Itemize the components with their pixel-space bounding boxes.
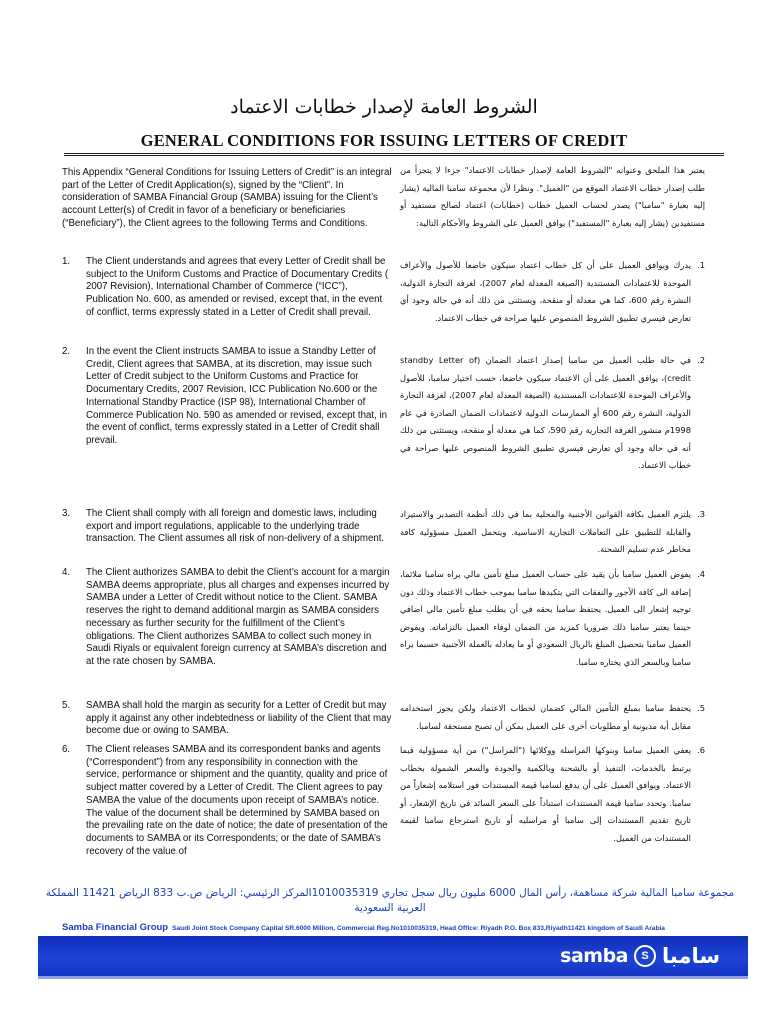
- english-clause-6: [62, 744, 392, 858]
- footer-arabic-company-info: مجموعة سامبا المالية شركة مساهمة، رأس المال 6000 مليون ريال سجل تجاري 1010035319المركز الرئيسي: الرياض ص.ب 833 الرياض 11421 المملكة العربية السعودية: [45, 887, 735, 914]
- clause-number: 3.: [697, 509, 705, 519]
- english-clause-1: [62, 256, 392, 320]
- arabic-intro: [400, 162, 705, 232]
- clause-text: يلتزم العميل بكافة القوانين الأجنبية والمحلية بما في ذلك أنظمة التصدير والاستيراد والقابلة للتطبيق على التعاملات التجارية الاساسية. ويتحمل العميل مسؤولية كافة مخاطر عدم تسليم الشحنة.: [400, 509, 691, 554]
- samba-logo: [560, 942, 720, 970]
- arabic-clause-3: [400, 506, 705, 559]
- title-underline: [64, 153, 724, 154]
- title-underline-second: [64, 155, 724, 156]
- english-clause-3: [62, 508, 392, 546]
- clause-number: 5.: [697, 703, 705, 713]
- english-intro: [62, 167, 392, 231]
- english-title: GENERAL CONDITIONS FOR ISSUING LETTERS OF CREDIT: [140, 131, 628, 150]
- samba-emblem-icon: S: [634, 945, 656, 967]
- clause-text: يدرك ويوافق العميل على أن كل خطاب اعتماد سيكون خاضعا للأصول والأعراف الموحدة للاعتمادات المستندية (الصيغة المعدلة لعام 2007)، لغرفة التجارة الدولية، النشرة رقم 600، كما هي معدلة أو منقحة، ويستثنى من ذلك أنه في حالة وجود أي تعارض فيسري تطبيق الشروط المنصوص عليها صراحة في خطاب الاعتماد.: [400, 260, 692, 323]
- english-clause-2: [62, 346, 392, 448]
- clause-number: 5.: [62, 700, 71, 711]
- clause-text: The Client authorizes SAMBA to debit the Client’s account for a margin SAMBA deems appropriate, plus all charges and expenses incurred by SAMBA under a Letter of Credit without notice to the Client. SAMBA reserves the right to demand additional margin as SAMBA considers necessary as further security for the fulfillment of the Client’s obligations. The Client authorizes SAMBA to collect such money in Saudi Riyals or equivalent foreign currency at SAMBA’s discretion and at the rate chosen by SAMBA.: [86, 567, 390, 667]
- footer-bar-underline: [38, 976, 748, 979]
- clause-text: في حالة طلب العميل من سامبا إصدار اعتماد الضمان (standby Letter of credit)، يوافق العميل على أن الاعتماد سيكون خاضعا، حسب اختيار سامبا، للأصول والأعراف الموحدة للاعتمادات المستندية (الصيغة المعدلة لعام 2007)، لغرفة التجارة الدولية، النشرة رقم 600 أو الممارسات الدولية لاعتمادات الضمان الصادرة في عام 1998م منشور الغرفة التجارية رقم 590، كما هي معدلة أو منقحة، ويستثنى من ذلك أنه في حالة وجود أي تعارض فيسري تطبيق الشروط المنصوص عليها صراحة في خطاب الاعتماد.: [400, 355, 691, 470]
- arabic-clause-2: [400, 352, 705, 475]
- clause-number: 4.: [697, 569, 705, 579]
- clause-number: 4.: [62, 567, 71, 578]
- clause-text: The Client releases SAMBA and its correspondent banks and agents (“Correspondent”) from any responsibility in connection with the service, performance or shipment and the quantity, quality and price of subject matter covered by a Letter of Credit. The Client agrees to pay SAMBA the value of the documents upon receipt of SAMBA’s notice. The value of the document shall be determined by SAMBA based on the prevailing rate on the date of notice; the date of presentation of the documents to SAMBA or its Correspondents; or the date of SAMBA’s recovery of the value of: [86, 744, 388, 857]
- arabic-intro-text: يعتبر هذا الملحق وعنوانه "الشروط العامة لإصدار خطابات الاعتماد" جزءا لا يتجزأ من طلب إصدار خطاب الاعتماد الموقع من "العميل". ونظرا لأن مجموعة سامبا المالية (يشار إليه بعبارة "سامبا") يصدر لحساب العميل خطاب (خطابات) اعتماد لصالح مستفيد أو مستفيدين (يشار إليه بعبارة "المستفيد") يوافق العميل على الشروط والأحكام التالية:: [400, 165, 705, 228]
- clause-text: In the event the Client instructs SAMBA to issue a Standby Letter of Credit, Client agrees that SAMBA, at its discretion, may issue such Letter of Credit subject to the Uniform Customs and Practice for Documentary Credits, 2007 Revision, ICC Publication No.600 or the International Standby Practice (ISP 98), International Chamber of Commerce Publication No. 590 as amended or revised, except that, in the event of conflict, terms expressly stated in a Letter of Credit shall prevail.: [86, 346, 388, 446]
- clause-number: 2.: [697, 355, 705, 365]
- clause-number: 6.: [697, 745, 705, 755]
- clause-number: 2.: [62, 346, 71, 357]
- logo-text-en: samba: [560, 945, 628, 967]
- clause-number: 3.: [62, 508, 71, 519]
- english-clause-5: [62, 700, 392, 738]
- footer-english-company-info: [62, 922, 742, 933]
- logo-text-ar: سامبا: [662, 944, 720, 968]
- footer-brand: Samba Financial Group: [62, 922, 169, 933]
- clause-text: يحتفظ سامبا بمبلغ التأمين المالي كضمان لخطاب الاعتماد ولكن يجوز استخدامه مقابل أية مديونية أو مطلوبات أخرى على العميل يمكن أن تصبح مستحقة لسامبا.: [400, 703, 691, 731]
- clause-number: 1.: [697, 260, 705, 270]
- clause-number: 1.: [62, 256, 71, 267]
- clause-text: SAMBA shall hold the margin as security for a Letter of Credit but may apply it against any other indebtedness or liability of the Client that may become due or owing to SAMBA.: [86, 700, 392, 737]
- arabic-clause-1: [400, 257, 705, 327]
- clause-text: The Client shall comply with all foreign and domestic laws, including export and import regulations, applicable to the underlying trade transaction. The Client assumes all risk of non-delivery of a shipment.: [86, 508, 385, 545]
- english-intro-text: This Appendix “General Conditions for Issuing Letters of Credit” is an integral part of the Letter of Credit Application(s), signed by the “Client”. In consideration of SAMBA Financial Group (SAMBA) issuing for the Client’s account Letter(s) of Credit in favor of a beneficiary or beneficiaries (“Beneficiary”), the Client agrees to the following Terms and Conditions.: [62, 167, 392, 229]
- arabic-clause-4: [400, 566, 705, 671]
- arabic-clause-6: [400, 742, 705, 847]
- clause-text: يعفي العميل سامبا وبنوكها المراسلة ووكلائها ("المراسل") من أية مسؤولية فيما يرتبط بالخدمات، التنفيذ أو بالشحنة وبالكمية والجودة والسعر الشمولة بخطاب الاعتماد. ويوافق العميل على أن يدفع لسامبا قيمة المستندات فور استلامه إشعاراً من سامبا. وتحدد سامبا قيمة المستندات استناداً على السعر السائد في تاريخ الإشعار، أو تاريخ تقديم المستندات إلى سامبا أو مراسليه أو تاريخ استرجاع سامبا لقيمة المستندات من العميل.: [400, 745, 691, 843]
- clause-number: 6.: [62, 744, 71, 755]
- clause-text: The Client understands and agrees that every Letter of Credit shall be subject to the Uniform Customs and Practice of Documentary Credits ( 2007 Revision), International Chamber of Commerce (“ICC”), Publication No. 600, as amended or revised, except that, in the event of conflict, terms expressly stated in a Letter of Credit shall prevail.: [86, 256, 389, 318]
- english-clause-4: [62, 567, 392, 669]
- arabic-clause-5: [400, 700, 705, 735]
- footer-brand-bar: [38, 936, 748, 976]
- clause-text: يفوض العميل سامبا بأن يقيد على حساب العميل مبلغ تأمين مالي يراه سامبا ملائما، إضافة الى كافة الأجور والنفقات التي يتكبدها سامبا بموجب خطاب الاعتماد وذلك دون توجيه إشعار الى العميل. يحتفظ سامبا بحقه في أن يطلب مبلغ تأمين مالي اضافي حينما يعتبر سامبا ذلك ضروريا كمزيد من الضمان لوفاء العميل بالتزاماته. ويفوض العميل سامبا بتحصيل المبلغ بالريال السعودي أو ما يعادله بالعملة الأجنبية حسبما يراه سامبا وبالسعر الذي يختاره سامبا.: [400, 569, 691, 667]
- footer-company-details: Saudi Joint Stock Company Capital SR.6000 Million, Commercial Reg.No1010035319, Head Office: Riyadh P.O. Box 833,Riyadh11421 kingdom of Saudi Arabia: [172, 925, 665, 932]
- arabic-title: الشروط العامة لإصدار خطابات الاعتماد: [230, 96, 538, 118]
